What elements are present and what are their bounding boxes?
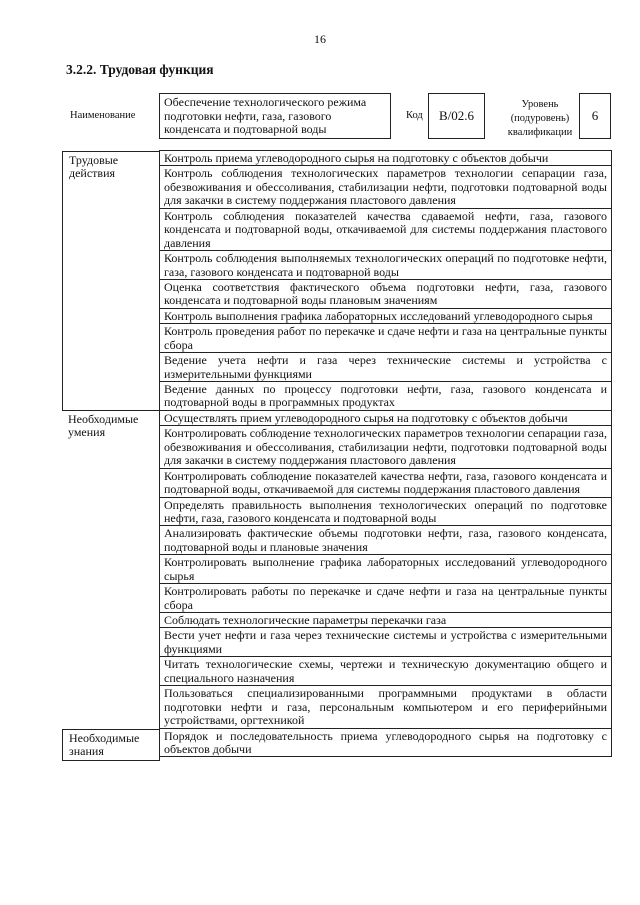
table-row: Ведение учета нефти и газа через технические системы и устройства с измерительными функциями [159, 352, 612, 382]
table-row: Контролировать выполнение графика лабораторных исследований углеводородного сырья [159, 554, 612, 584]
group-items [160, 411, 612, 729]
table-row: Пользоваться специализированными программными продуктами в области подготовки нефти и газа, персональным компьютером и его периферийными устройствами, оргтехникой [159, 685, 612, 728]
table-row: Вести учет нефти и газа через технические системы и устройства с измерительными функциями [159, 627, 612, 657]
table-row: Контролировать соблюдение показателей качества нефти, газа, газового конденсата и подтоварной воды, откачиваемой для системы поддержания пластового давления [159, 468, 612, 498]
table-row: Ведение данных по процессу подготовки нефти, газа, газового конденсата и подтоварной воды в программных продуктах [159, 381, 612, 411]
code-label: Код [406, 110, 423, 121]
group-required-skills [62, 411, 612, 729]
table-row: Анализировать фактические объемы подготовки нефти, газа, газового конденсата, подтоварной воды и плановые значения [159, 525, 612, 555]
group-items [160, 729, 612, 761]
group-required-knowledge [62, 729, 612, 761]
group-labor-actions [62, 151, 612, 411]
table-row: Контроль выполнения графика лабораторных исследований углеводородного сырья [159, 308, 612, 324]
qualification-level-label: Уровень (подуровень) квалификации [507, 99, 573, 139]
table-row: Контроль соблюдения показателей качества сдаваемой нефти, газа, газового конденсата и подтоварной воды, откачиваемой для системы поддержания пластового давления [159, 208, 612, 251]
table-row: Контроль приема углеводородного сырья на подготовку с объектов добычи [159, 150, 612, 166]
name-label: Наименование [70, 110, 136, 121]
table-row: Читать технологические схемы, чертежи и техническую документацию общего и специального назначения [159, 656, 612, 686]
group-label: Необходимые умения [68, 411, 139, 440]
group-label: Трудовые действия [62, 151, 160, 411]
section-title: 3.2.2. Трудовая функция [66, 62, 214, 77]
group-items [160, 151, 612, 411]
table-row: Контролировать работы по перекачке и сдаче нефти и газа на центральные пункты сбора [159, 583, 612, 613]
table-row: Контроль соблюдения технологических параметров технологии сепарации газа, обезвоживания и обессоливания, стабилизации нефти, подготовки подтоварной воды для закачки в систему поддержания пластового давления [159, 165, 612, 208]
table-row: Порядок и последовательность приема углеводородного сырья на подготовку с объектов добычи [159, 728, 612, 758]
group-label: Необходимые знания [62, 729, 160, 761]
function-table [62, 151, 612, 761]
function-name-box: Обеспечение технологического режима подготовки нефти, газа, газового конденсата и подтоварной воды [159, 93, 391, 139]
function-code-box: B/02.6 [428, 93, 485, 139]
table-row: Осуществлять прием углеводородного сырья на подготовку с объектов добычи [159, 410, 612, 426]
table-row: Определять правильность выполнения технологических операций по подготовке нефти, газа, газового конденсата и подтоварной воды [159, 497, 612, 527]
table-row: Контролировать соблюдение технологических параметров технологии сепарации газа, обезвоживания и обессоливания, стабилизации нефти, подготовки подтоварной воды для закачки в систему поддержания пластового давления [159, 425, 612, 468]
table-row: Контроль проведения работ по перекачке и сдаче нефти и газа на центральные пункты сбора [159, 323, 612, 353]
table-row: Соблюдать технологические параметры перекачки газа [159, 612, 612, 628]
table-row: Оценка соответствия фактического объема подготовки нефти, газа, газового конденсата и подтоварной воды плановым значениям [159, 279, 612, 309]
qualification-level-box: 6 [579, 93, 611, 139]
table-row: Контроль соблюдения выполняемых технологических операций по подготовке нефти, газа, газового конденсата и подтоварной воды [159, 250, 612, 280]
page-number: 16 [314, 32, 326, 46]
